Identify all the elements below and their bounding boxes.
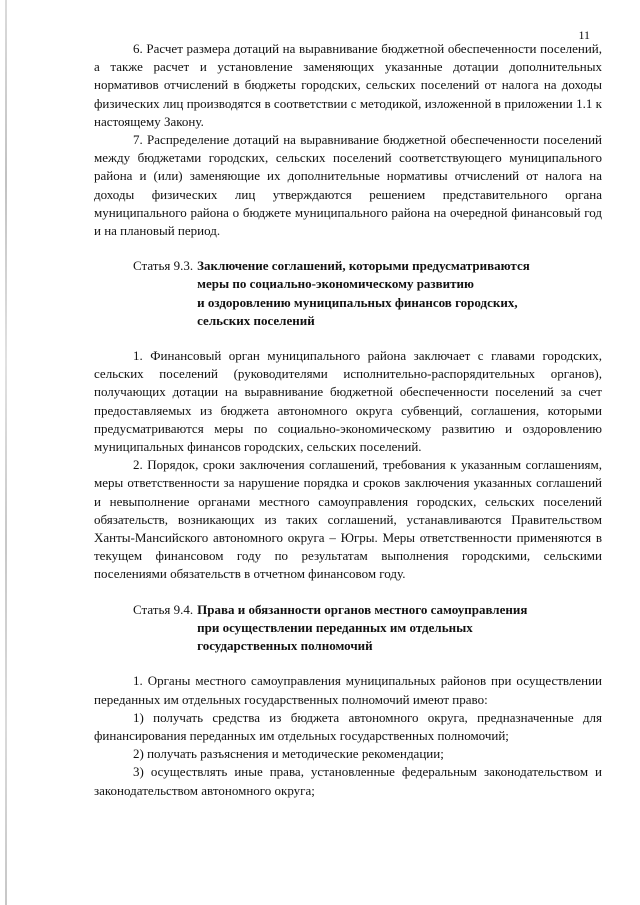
page-number: 11: [578, 28, 590, 42]
paragraph-6: 6. Расчет размера дотаций на выравнивание бюджетной обеспеченности поселений, а также расчет и установление заменяющих указанные дотации дополнительных нормативов отчислений в бюджеты городских, сельских поселений от налога на доходы физических лиц производятся в соответствии с методикой, изложенной в приложении 1.1 к настоящему Закону.: [94, 41, 602, 129]
article-9-3-title-line: меры по социально-экономическому развитию: [197, 276, 474, 292]
article-9-4-item-3: 3) осуществлять иные права, установленные федеральным законодательством и законодательством автономного округа;: [94, 764, 602, 798]
document-body: [94, 40, 602, 800]
article-9-4-item-2: 2) получать разъяснения и методические рекомендации;: [133, 746, 444, 762]
scan-edge: [5, 0, 7, 905]
article-9-4-item-1: 1) получать средства из бюджета автономного округа, предназначенные для финансирования переданных им отдельных государственных полномочий;: [94, 709, 602, 743]
article-9-3-paragraph-2: 2. Порядок, сроки заключения соглашений, требования к указанным соглашениям, меры ответственности за нарушение порядка и сроков заключения указанных соглашений и невыполнение органами местного самоуправления городских, сельских поселений обязательств, возникающих из таких соглашений, устанавливаются Правительством Ханты-Мансийского автономного округа – Югры. Меры ответственности применяются в текущем финансовом году по результатам выполнения городскими, сельскими поселениями обязательств в отчетном финансовом году.: [94, 457, 602, 582]
paragraph-7: 7. Распределение дотаций на выравнивание бюджетной обеспеченности поселений между бюджетами городских, сельских поселений соответствующего муниципального района и (или) заменяющие их дополнительные нормативы отчислений от налога на доходы физических лиц утверждаются решением представительного органа муниципального района о бюджете муниципального района на очередной финансовый год и на плановый период.: [94, 132, 602, 239]
article-9-3-title-line: и оздоровлению муниципальных финансов городских,: [197, 294, 518, 310]
article-9-4-title: [193, 601, 577, 656]
article-9-3-title-line: сельских поселений: [197, 312, 315, 328]
article-9-4-title-line: при осуществлении переданных им отдельных: [197, 619, 473, 635]
article-9-4-number: Статья 9.4.: [133, 601, 194, 617]
article-9-3-heading: [94, 257, 602, 330]
article-9-4-paragraph-1: 1. Органы местного самоуправления муниципальных районов при осуществлении переданных им отдельных государственных полномочий имеют право:: [94, 673, 602, 707]
article-9-4-heading: [94, 601, 602, 656]
article-9-3-number: Статья 9.3.: [133, 258, 194, 274]
article-9-4-title-line: государственных полномочий: [197, 638, 373, 654]
article-9-3-title: [193, 257, 577, 330]
article-9-3-title-line: Заключение соглашений, которыми предусматриваются: [197, 258, 530, 274]
article-9-3-paragraph-1: 1. Финансовый орган муниципального района заключает с главами городских, сельских поселений (руководителями исполнительно-распорядительных органов), получающих дотации на выравнивание бюджетной обеспеченности поселений за счет предоставляемых из бюджета автономного округа субвенций, соглашения, которыми предусматриваются меры по социально-экономическому развитию и оздоровлению муниципальных финансов городских, сельских поселений.: [94, 348, 602, 455]
article-9-4-title-line: Права и обязанности органов местного самоуправления: [197, 601, 528, 617]
